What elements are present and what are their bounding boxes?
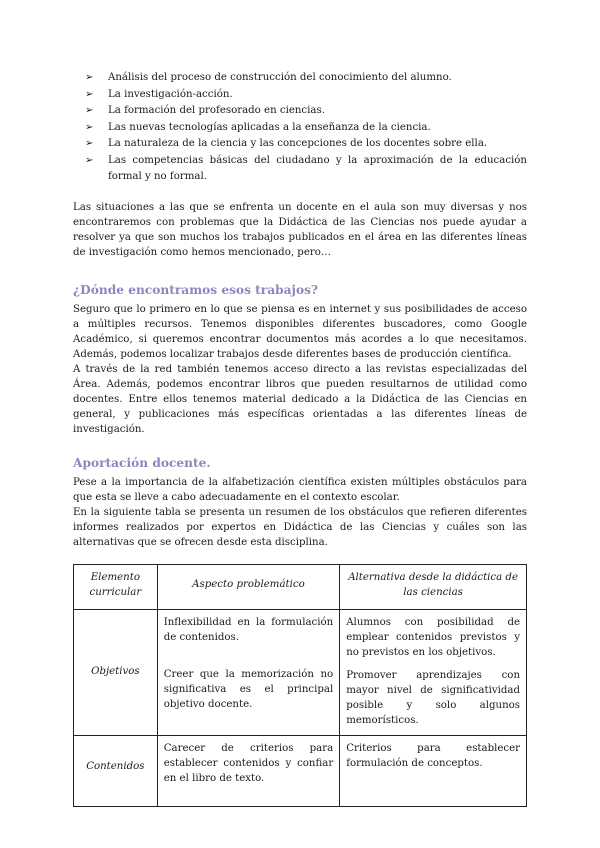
table-header: Elemento curricular: [74, 564, 158, 609]
row-label-objetivos: Objetivos: [74, 609, 158, 735]
arrow-bullet-icon: ➢: [85, 105, 94, 116]
paragraph: Pese a la importancia de la alfabetización científica existen múltiples obstáculos para que esta se lleve a cabo adecuadamente en el contexto escolar.: [73, 476, 527, 503]
arrow-bullet-icon: ➢: [85, 121, 94, 133]
table-header: Aspecto problemático: [157, 564, 339, 609]
section-heading-contribution: Aportación docente.: [73, 455, 211, 470]
arrow-bullet-icon: ➢: [85, 154, 94, 166]
list-item: ➢ Las competencias básicas del ciudadano y la aproximación de la educación formal y no formal.: [85, 154, 527, 182]
table-cell: Inflexibilidad en la formulación de contenidos. Creer que la memorización no significativa es el principal objetivo docente.: [157, 609, 339, 735]
research-lines-list: [85, 70, 527, 186]
arrow-bullet-icon: ➢: [85, 72, 94, 83]
list-item: ➢ Análisis del proceso de construcción del conocimiento del alumno.: [85, 70, 527, 87]
intro-paragraph: Las situaciones a las que se enfrenta un docente en el aula son muy diversas y nos encontraremos con problemas que la Didáctica de las Ciencias nos puede ayudar a resolver ya que son muchos los trabajos publicados en el área en las diferentes líneas de investigación como hemos mencionado, pero…: [73, 201, 527, 258]
table-cell: Carecer de criterios para establecer contenidos y confiar en el libro de texto.: [157, 735, 339, 806]
table-header-row: [74, 564, 527, 609]
table-header: Alternativa desde la didáctica de las ciencias: [340, 564, 527, 609]
section-heading-where: ¿Dónde encontramos esos trabajos?: [73, 282, 319, 297]
arrow-bullet-icon: ➢: [85, 138, 94, 149]
table-cell: Criterios para establecer formulación de conceptos.: [340, 735, 527, 806]
list-item: ➢ La investigación-acción.: [85, 87, 527, 104]
table-cell: Alumnos con posibilidad de emplear contenidos previstos y no previstos en los objetivos. Promover aprendizajes con mayor nivel de significatividad posible y solo algunos memorísticos.: [340, 609, 527, 735]
table-row: [74, 735, 527, 806]
paragraph: A través de la red también tenemos acceso directo a las revistas especializadas del Área. Además, podemos encontrar libros que pueden resultarnos de utilidad como docentes. Entre ellos tenemos material dedicado a la Didáctica de las Ciencias en general, y publicaciones más específicas orientadas a las diferentes líneas de investigación.: [73, 363, 527, 435]
paragraph: Seguro que lo primero en lo que se piensa es en internet y sus posibilidades de acceso a múltiples recursos. Tenemos disponibles diferentes buscadores, como Google Académico, si queremos encontrar documentos más acordes a lo que necesitamos. Además, podemos localizar trabajos desde diferentes bases de producción científica.: [73, 303, 527, 360]
paragraph: En la siguiente tabla se presenta un resumen de los obstáculos que refieren diferentes informes realizados por expertos en Didáctica de las Ciencias y cuáles son las alternativas que se ofrecen desde esta disciplina.: [73, 506, 527, 548]
table-row: [74, 609, 527, 735]
row-label-contenidos: Contenidos: [74, 735, 158, 806]
arrow-bullet-icon: ➢: [85, 88, 94, 100]
list-item: ➢ Las nuevas tecnologías aplicadas a la enseñanza de la ciencia.: [85, 120, 527, 137]
list-item: ➢ La naturaleza de la ciencia y las concepciones de los docentes sobre ella.: [85, 136, 527, 153]
obstacles-table: [73, 564, 527, 807]
document-page: [73, 70, 527, 807]
list-item: ➢ La formación del profesorado en ciencias.: [85, 103, 527, 120]
